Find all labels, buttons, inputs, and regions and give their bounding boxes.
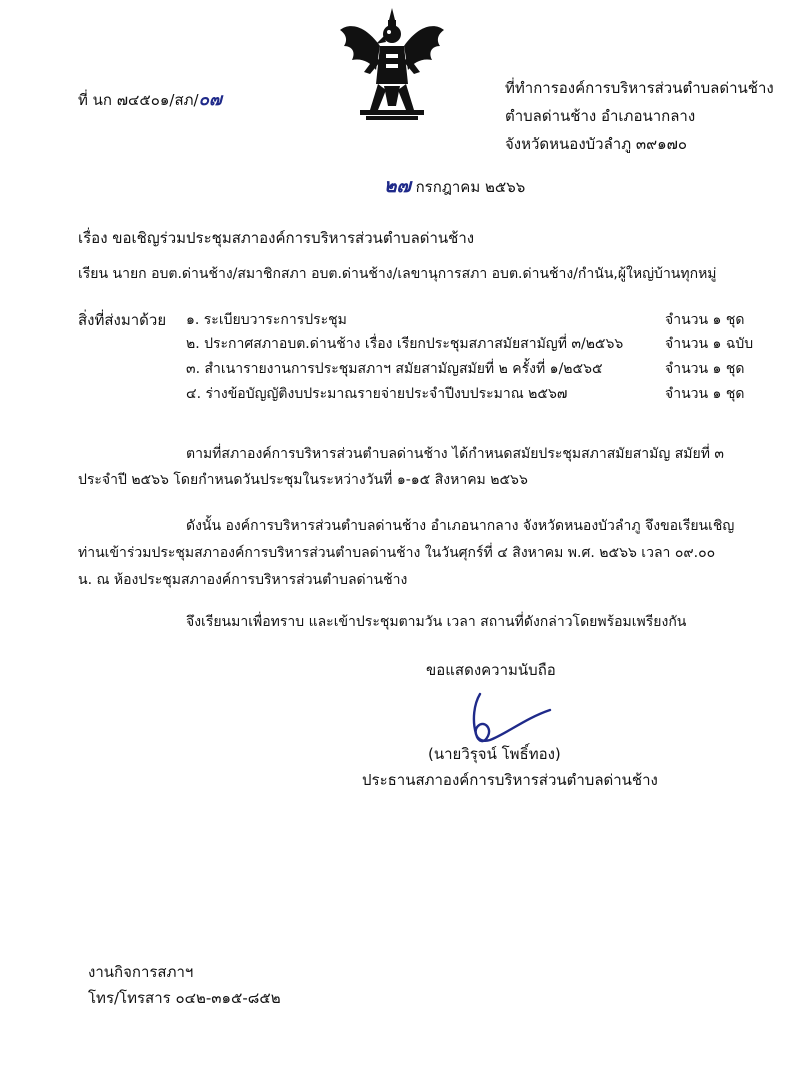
enclosure-qty: จำนวน ๑ ชุด — [665, 361, 745, 377]
paragraph-2-line3: น. ณ ห้องประชุมสภาองค์การบริหารส่วนตำบลด่านช้าง — [78, 572, 408, 588]
office-address-line2: ตำบลด่านช้าง อำเภอนากลาง — [505, 107, 696, 125]
footer-department: งานกิจการสภาฯ — [88, 963, 194, 981]
enclosure-qty: จำนวน ๑ ฉบับ — [665, 336, 754, 352]
date-month-year: กรกฎาคม ๒๕๖๖ — [415, 178, 526, 196]
garuda-emblem-icon — [336, 6, 448, 124]
letter-subject: เรื่อง ขอเชิญร่วมประชุมสภาองค์การบริหารส่วนตำบลด่านช้าง — [78, 229, 475, 247]
footer-phone: โทร/โทรสาร ๐๔๒-๓๑๕-๘๕๒ — [88, 989, 281, 1007]
paragraph-1-line2: ประจำปี ๒๕๖๖ โดยกำหนดวันประชุมในระหว่างวันที่ ๑-๑๕ สิงหาคม ๒๕๖๖ — [78, 472, 528, 488]
office-address-line1: ที่ทำการองค์การบริหารส่วนตำบลด่านช้าง — [505, 79, 774, 97]
enclosures-label: สิ่งที่ส่งมาด้วย — [78, 311, 167, 329]
enclosure-qty: จำนวน ๑ ชุด — [665, 312, 745, 328]
enclosure-item: ๒. ประกาศสภาอบต.ด่านช้าง เรื่อง เรียกประชุมสภาสมัยสามัญที่ ๓/๒๕๖๖ — [186, 336, 624, 352]
paragraph-2-line2: ท่านเข้าร่วมประชุมสภาองค์การบริหารส่วนตำบลด่านช้าง ในวันศุกร์ที่ ๔ สิงหาคม พ.ศ. ๒๕๖๖ เวลา ๐๙.๐๐ — [78, 545, 716, 561]
reference-prefix: ที่ นก ๗๔๕๐๑/สภ/ — [78, 91, 199, 109]
reference-handwritten-number: ๐๗ — [198, 90, 222, 110]
signature-graphic — [450, 690, 560, 750]
enclosure-item: ๓. สำเนารายงานการประชุมสภาฯ สมัยสามัญสมัยที่ ๒ ครั้งที่ ๑/๒๕๖๕ — [186, 361, 603, 377]
office-address-line3: จังหวัดหนองบัวลำภู ๓๙๑๗๐ — [505, 135, 688, 153]
paragraph-3-line1: จึงเรียนมาเพื่อทราบ และเข้าประชุมตามวัน เวลา สถานที่ดังกล่าวโดยพร้อมเพรียงกัน — [186, 614, 687, 630]
letter-date — [384, 176, 525, 197]
closing-salutation: ขอแสดงความนับถือ — [426, 661, 556, 679]
paragraph-2-line1: ดังนั้น องค์การบริหารส่วนตำบลด่านช้าง อำเภอนากลาง จังหวัดหนองบัวลำภู จึงขอเรียนเชิญ — [186, 518, 735, 534]
signatory-position: ประธานสภาองค์การบริหารส่วนตำบลด่านช้าง — [362, 771, 658, 789]
enclosure-item: ๔. ร่างข้อบัญญัติงบประมาณรายจ่ายประจำปีงบประมาณ ๒๕๖๗ — [186, 386, 568, 402]
reference-number — [78, 90, 222, 110]
signatory-name: (นายวิรุจน์ โพธิ์ทอง) — [428, 745, 561, 763]
date-day-handwritten: ๒๗ — [384, 175, 411, 197]
enclosure-item: ๑. ระเบียบวาระการประชุม — [186, 312, 347, 328]
letter-recipient: เรียน นายก อบต.ด่านช้าง/สมาชิกสภา อบต.ด่านช้าง/เลขานุการสภา อบต.ด่านช้าง/กำนัน,ผู้ใหญ่บ้านทุกหมู่ — [78, 266, 717, 282]
enclosure-qty: จำนวน ๑ ชุด — [665, 386, 745, 402]
paragraph-1-line1: ตามที่สภาองค์การบริหารส่วนตำบลด่านช้าง ได้กำหนดสมัยประชุมสภาสมัยสามัญ สมัยที่ ๓ — [186, 446, 724, 462]
